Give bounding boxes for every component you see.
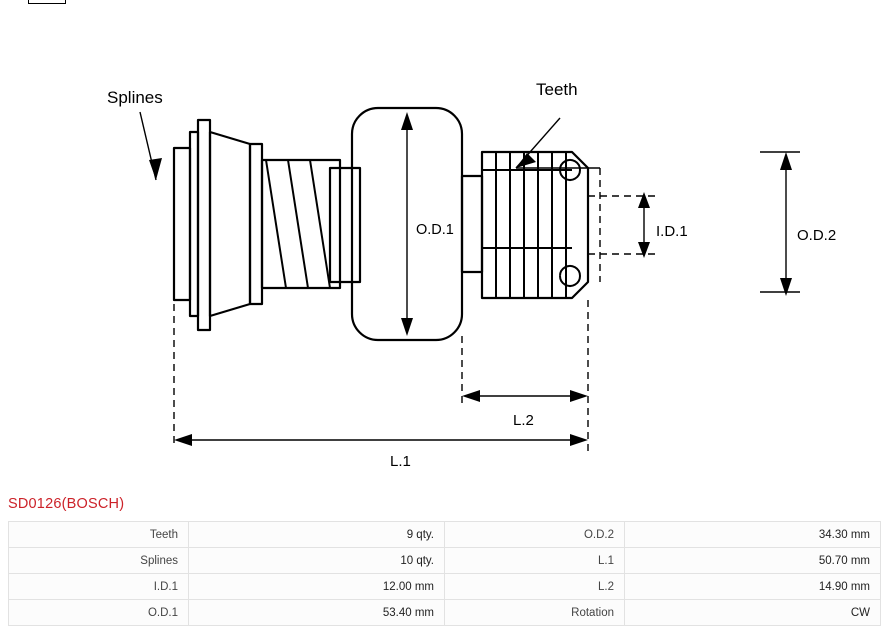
collar-band — [250, 144, 262, 304]
table-row — [9, 548, 881, 574]
helix-stripe — [310, 160, 330, 288]
shaft-left-end — [174, 148, 190, 300]
splines-label: Splines — [107, 88, 163, 107]
spec-label: Splines — [9, 548, 189, 574]
od2-arrow-bottom — [780, 278, 792, 296]
od2-arrow-top — [780, 152, 792, 170]
l2-label: L.2 — [513, 412, 534, 429]
l2-arrow-left — [462, 390, 480, 402]
table-row — [9, 522, 881, 548]
spec-label: O.D.1 — [9, 600, 189, 626]
spec-value: 14.90 mm — [625, 574, 881, 600]
od1-label: O.D.1 — [416, 222, 454, 238]
teeth-label: Teeth — [536, 80, 578, 99]
spec-label: I.D.1 — [9, 574, 189, 600]
helix-stripe — [288, 160, 308, 288]
helix-stripe — [266, 160, 286, 288]
spline-collar — [190, 132, 198, 316]
teeth-leader-arrow — [516, 153, 536, 168]
spec-label: Teeth — [9, 522, 189, 548]
pinion-neck — [462, 176, 482, 272]
specifications-table — [8, 521, 881, 626]
flange-cone — [210, 132, 250, 316]
l1-arrow-right — [570, 434, 588, 446]
helix-body — [262, 160, 340, 288]
id1-label: I.D.1 — [656, 223, 688, 240]
flange-plate — [198, 120, 210, 330]
id1-arrow-bottom — [638, 242, 650, 258]
pinion-gear — [482, 152, 588, 298]
spec-label: O.D.2 — [445, 522, 625, 548]
spec-value: CW — [625, 600, 881, 626]
spec-value: 34.30 mm — [625, 522, 881, 548]
od1-arrow-bottom — [401, 318, 413, 336]
od2-label: O.D.2 — [797, 227, 837, 244]
l2-arrow-right — [570, 390, 588, 402]
id1-arrow-top — [638, 192, 650, 208]
spec-label: L.1 — [445, 548, 625, 574]
l1-arrow-left — [174, 434, 192, 446]
spec-label: L.2 — [445, 574, 625, 600]
od1-arrow-top — [401, 112, 413, 130]
table-row — [9, 574, 881, 600]
spec-label: Rotation — [445, 600, 625, 626]
spec-value: 12.00 mm — [189, 574, 445, 600]
spec-value: 9 qty. — [189, 522, 445, 548]
l1-label: L.1 — [390, 453, 411, 470]
splines-leader-arrow — [149, 158, 162, 180]
spec-value: 53.40 mm — [189, 600, 445, 626]
spec-value: 50.70 mm — [625, 548, 881, 574]
spec-value: 10 qty. — [189, 548, 445, 574]
part-code: SD0126(BOSCH) — [8, 496, 125, 512]
table-row — [9, 600, 881, 626]
mid-shaft-band — [330, 168, 360, 282]
gear-hole-bottom — [560, 266, 580, 286]
